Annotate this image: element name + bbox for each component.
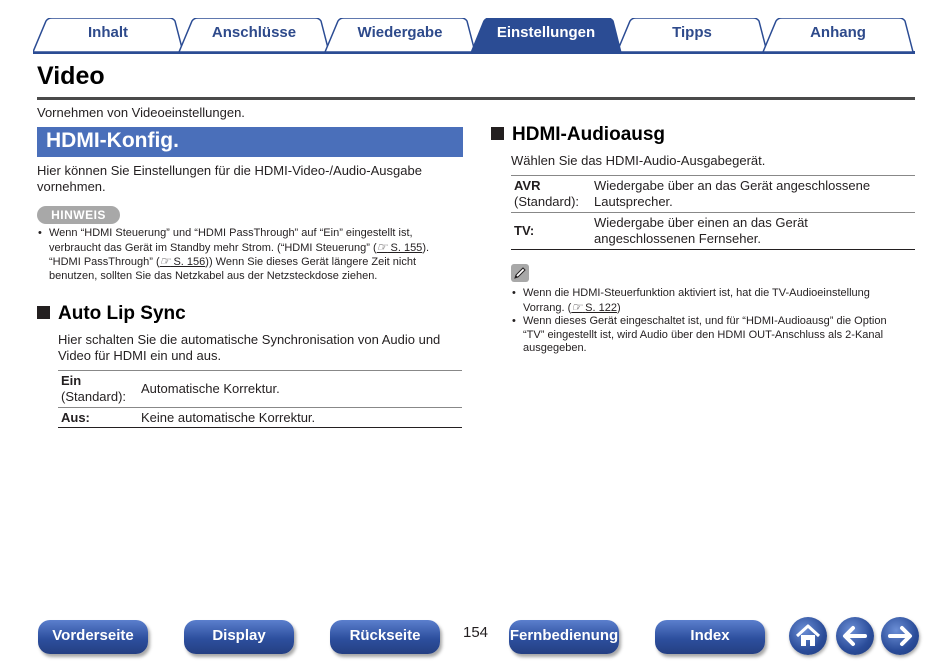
page-intro: Vornehmen von Videoeinstellungen. xyxy=(37,105,245,120)
hdmi-audioausg-heading xyxy=(491,124,665,146)
pointing-hand-icon: ☞ xyxy=(159,254,171,268)
option-key: TV: xyxy=(514,223,535,238)
table-row xyxy=(58,408,462,428)
table-row xyxy=(511,213,915,250)
hdmi-konfig-heading: HDMI-Konfig. xyxy=(37,127,463,157)
home-button[interactable] xyxy=(789,617,827,655)
tab-inhalt[interactable]: Inhalt xyxy=(88,24,128,41)
fernbedienung-button[interactable]: Fernbedienung xyxy=(509,620,619,654)
note-item: • Wenn dieses Gerät eingeschaltet ist, und für “HDMI-Audioausg” die Option “TV” eingestellt ist, wird Audio über den HDMI OUT-Anschluss als 2-Kanal ausgegeben. xyxy=(511,315,911,356)
back-button[interactable] xyxy=(836,617,874,655)
page-ref-link[interactable] xyxy=(376,239,423,254)
table-row xyxy=(511,176,915,213)
home-icon xyxy=(789,617,827,655)
option-key: AVR (Standard): xyxy=(514,178,580,209)
auto-lip-sync-options-table xyxy=(58,370,462,428)
arrow-left-icon xyxy=(836,617,874,655)
display-button[interactable]: Display xyxy=(184,620,294,654)
tab-anschluesse[interactable]: Anschlüsse xyxy=(211,24,297,41)
rueckseite-button[interactable]: Rückseite xyxy=(330,620,440,654)
tab-anhang[interactable]: Anhang xyxy=(810,24,866,41)
square-bullet-icon xyxy=(37,306,50,319)
hinweis-note-item xyxy=(37,227,457,283)
tab-einstellungen[interactable]: Einstellungen xyxy=(496,24,596,41)
pointing-hand-icon: ☞ xyxy=(376,239,388,254)
auto-lip-sync-heading-text: Auto Lip Sync xyxy=(58,303,186,324)
option-value: Keine automatische Korrektur. xyxy=(141,409,316,425)
hinweis-badge: HINWEIS xyxy=(37,206,120,224)
hdmi-konfig-description: Hier können Sie Einstellungen für die HDMI-Video-/Audio-Ausgabe vornehmen. xyxy=(37,163,422,194)
option-key: Aus: xyxy=(61,409,90,425)
hdmi-audioausg-heading-text: HDMI-Audioausg xyxy=(512,124,666,145)
option-value: Wiedergabe über einen an das Gerät angeschlossenen Fernseher. xyxy=(594,215,808,246)
tab-wiedergabe[interactable]: Wiedergabe xyxy=(357,24,443,41)
hdmi-audioausg-options-table xyxy=(511,175,915,250)
note-text: )) Wenn Sie dieses Gerät längere Zeit nicht benutzen, sollten Sie das Netzkabel aus der Netzsteckdose ziehen. xyxy=(49,256,417,282)
square-bullet-icon xyxy=(491,127,504,140)
page-number: 154 xyxy=(463,624,489,641)
page-ref-link[interactable]: ☞ S. 122 xyxy=(571,299,617,314)
top-tab-bar xyxy=(33,18,915,54)
forward-button[interactable] xyxy=(881,617,919,655)
tab-tipps[interactable]: Tipps xyxy=(672,24,712,41)
page-ref-text: S. 155 xyxy=(390,241,423,254)
option-key: Ein (Standard): xyxy=(61,373,127,404)
index-button[interactable]: Index xyxy=(655,620,765,654)
arrow-right-icon xyxy=(881,617,919,655)
page-ref-link[interactable] xyxy=(160,256,206,268)
note-item: • Wenn die HDMI-Steuerfunktion aktiviert ist, hat die TV-Audioeinstellung Vorrang. (☞ S. 122) xyxy=(511,287,911,315)
option-value: Wiedergabe über an das Gerät angeschlossene Lautsprecher. xyxy=(594,178,871,209)
vorderseite-button[interactable]: Vorderseite xyxy=(38,620,148,654)
pencil-icon xyxy=(511,264,529,282)
pointing-hand-icon: ☞ xyxy=(571,299,583,314)
option-value: Automatische Korrektur. xyxy=(141,381,280,396)
auto-lip-sync-description: Hier schalten Sie die automatische Synchronisation von Audio und Video für HDMI ein und aus. xyxy=(58,332,441,363)
note-text: ). “HDMI PassThrough” ( xyxy=(49,241,430,268)
page-ref-text: S. 156 xyxy=(173,256,206,268)
page-title: Video xyxy=(37,62,105,90)
hdmi-audioausg-notes xyxy=(511,287,911,356)
hinweis-note xyxy=(37,227,457,283)
title-divider xyxy=(37,97,915,100)
auto-lip-sync-heading xyxy=(37,303,186,325)
note-text: Wenn “HDMI Steuerung” und “HDMI PassThrough” auf “Ein” eingestellt ist, verbraucht das Gerät im Standby mehr Strom. (“HDMI Steuerung” ( xyxy=(49,227,413,254)
table-row xyxy=(58,371,462,408)
hdmi-audioausg-description: Wählen Sie das HDMI-Audio-Ausgabegerät. xyxy=(511,153,766,168)
